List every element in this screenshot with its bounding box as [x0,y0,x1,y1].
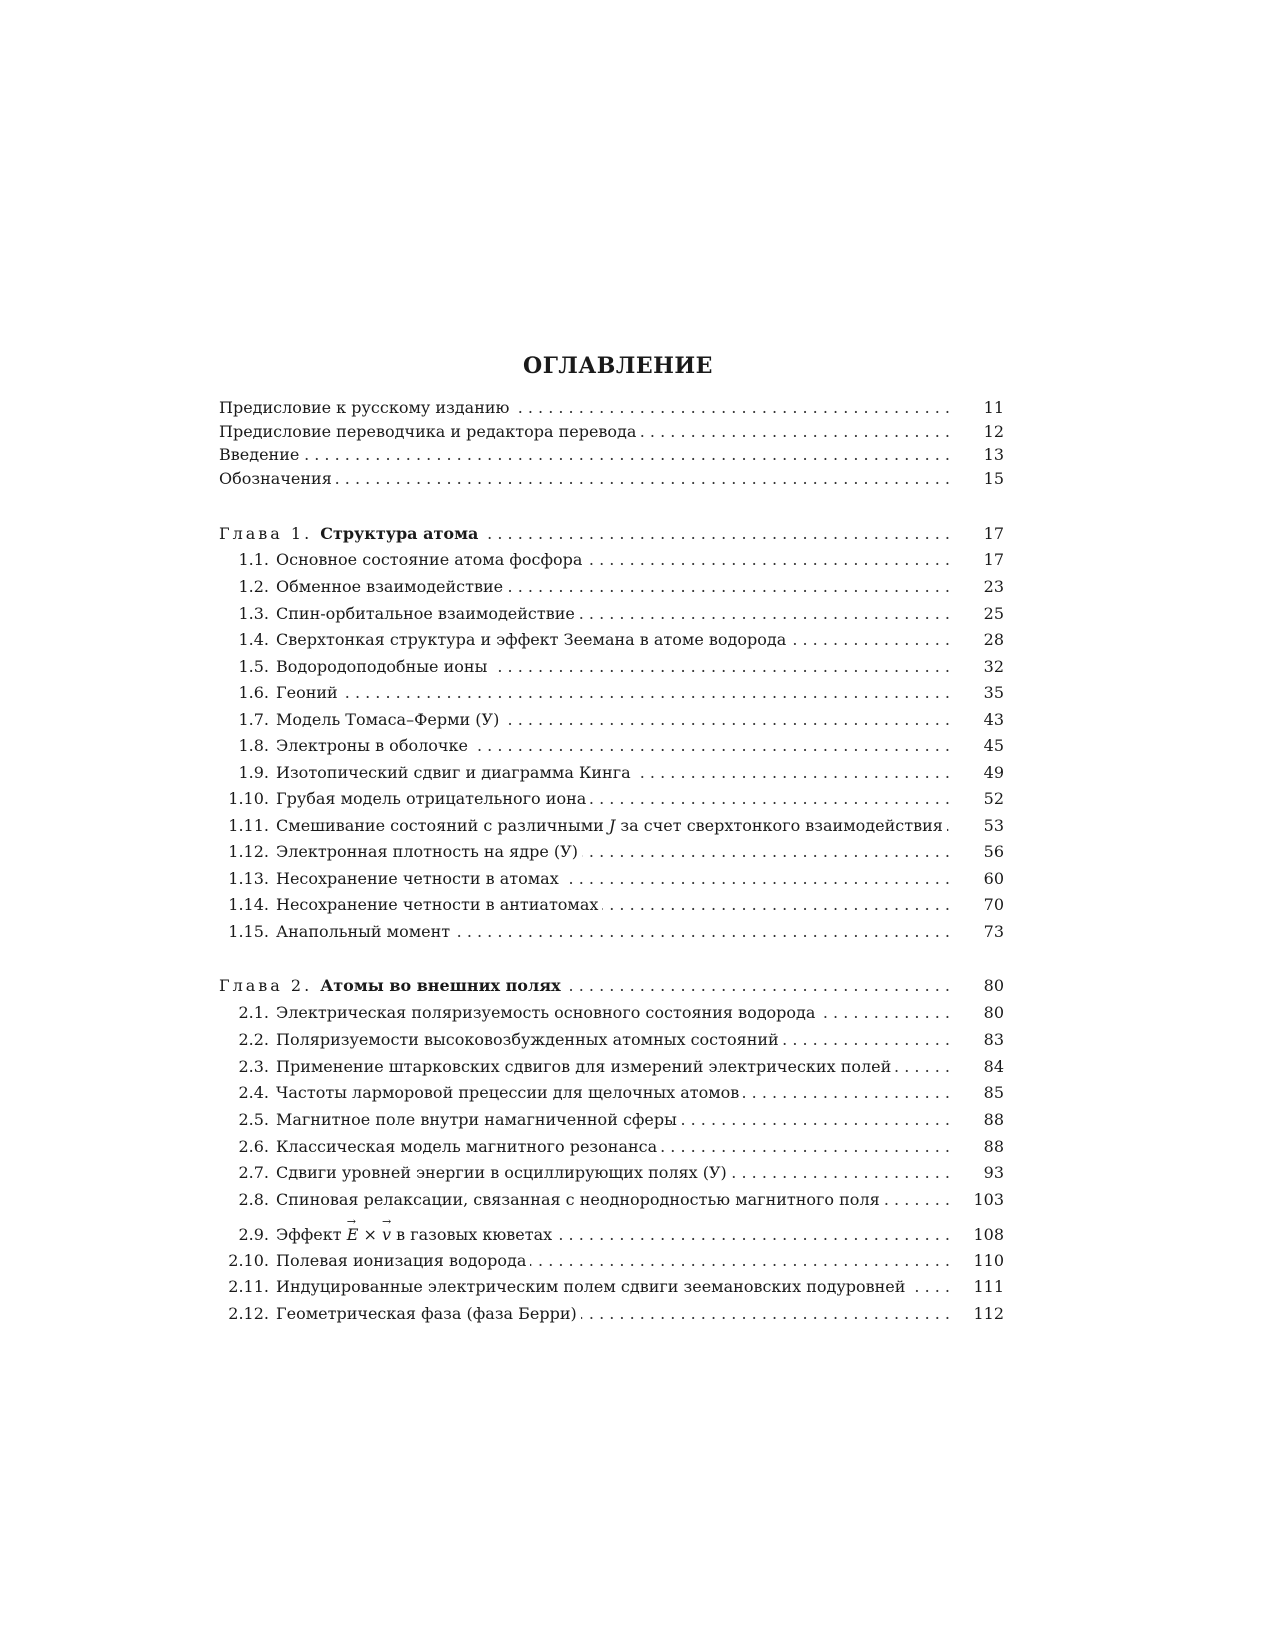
toc-entry-preface-translator[interactable] [219,420,1004,444]
toc-entry-preface-russian[interactable] [219,396,1004,420]
section-title: Спин-орбитальное взаимодействие [276,604,575,623]
section-number: 2.6. [238,1137,269,1156]
dot-leader [491,655,950,679]
toc-section-1-9[interactable] [219,761,1004,785]
dot-leader [303,443,950,467]
toc-section-2-5[interactable] [219,1108,1004,1132]
toc-page-number: 28 [983,630,1004,649]
section-title: Анапольный момент [276,922,451,941]
toc-page-number: 80 [983,976,1004,995]
toc-section-1-11[interactable] [219,814,1004,838]
section-title: Основное состояние атома фосфора [276,550,583,569]
toc-section-1-12[interactable] [219,840,1004,864]
toc-section-2-8[interactable] [219,1188,1004,1212]
dot-leader [895,1055,950,1079]
section-title: Геометрическая фаза (фаза Берри) [276,1304,577,1323]
toc-page-number: 17 [983,524,1004,543]
section-number: 2.2. [238,1030,269,1049]
section-number: 1.8. [238,736,269,755]
section-title: Водородоподобные ионы [276,657,488,676]
section-title: Электроны в оболочке [276,736,468,755]
dot-leader [507,575,950,599]
chapter-label: Глава 2. [219,976,313,995]
dot-leader [640,420,950,444]
section-number: 1.10. [228,789,269,808]
toc-page-number: 56 [983,842,1004,861]
section-title: Несохранение четности в антиатомах [276,895,599,914]
toc-page-number: 103 [973,1190,1004,1209]
section-number: 2.1. [238,1003,269,1022]
section-title: Грубая модель отрицательного иона [276,789,587,808]
toc-section-1-7[interactable] [219,708,1004,732]
toc-section-1-15[interactable] [219,920,1004,944]
section-title: Изотопический сдвиг и диаграмма Кинга [276,763,631,782]
toc-page-number: 108 [973,1225,1004,1244]
toc-section-1-10[interactable] [219,787,1004,811]
dot-leader [884,1188,950,1212]
section-number: 2.4. [238,1083,269,1102]
section-title: Классическая модель магнитного резонанса [276,1137,658,1156]
toc-section-2-1[interactable] [219,1001,1004,1025]
toc-entry-title: Предисловие к русскому изданию [219,398,510,417]
toc-page-number: 80 [983,1003,1004,1022]
toc-page-number: 70 [983,895,1004,914]
chapter-title: Атомы во внешних полях [320,976,561,995]
toc-page-number: 53 [983,816,1004,835]
toc-section-1-8[interactable] [219,734,1004,758]
dot-leader [454,920,950,944]
toc-chapter-2[interactable] [219,974,1004,998]
section-number: 2.7. [238,1163,269,1182]
section-number: 2.5. [238,1110,269,1129]
toc-entry-notation[interactable] [219,467,1004,491]
toc-section-2-6[interactable] [219,1135,1004,1159]
toc-page-number: 17 [983,550,1004,569]
section-title: Сверхтонкая структура и эффект Зеемана в атоме водорода [276,630,787,649]
section-number: 1.5. [238,657,269,676]
section-number: 1.4. [238,630,269,649]
toc-page-number: 88 [983,1137,1004,1156]
toc-section-2-2[interactable] [219,1028,1004,1052]
toc-entry-introduction[interactable] [219,443,1004,467]
dot-leader [743,1081,950,1105]
toc-section-1-3[interactable] [219,602,1004,626]
dot-leader [947,814,950,838]
section-number: 1.14. [228,895,269,914]
toc-page-number: 93 [983,1163,1004,1182]
toc-section-2-9[interactable] [219,1223,1004,1247]
section-title: Эффект E → × v → в газовых кюветах [276,1223,552,1247]
section-number: 2.11. [228,1277,269,1296]
dot-leader [819,1001,950,1025]
toc-page-number: 15 [983,469,1004,488]
section-title: Сдвиги уровней энергии в осциллирующих полях (У) [276,1163,727,1182]
toc-page-number: 32 [983,657,1004,676]
section-title: Несохранение четности в атомах [276,869,559,888]
toc-page-number: 112 [973,1304,1004,1323]
section-number: 2.3. [238,1057,269,1076]
dot-leader [681,1108,950,1132]
variable-j: J [608,816,616,835]
dot-leader [530,1249,950,1273]
section-title: Электрическая поляризуемость основного состояния водорода [276,1003,816,1022]
section-title: Смешивание состояний с различными J за счет сверхтонкого взаимодействия [276,816,943,835]
section-number: 2.12. [228,1304,269,1323]
section-number: 1.7. [238,710,269,729]
toc-section-2-10[interactable] [219,1249,1004,1273]
dot-leader [563,867,950,891]
toc-chapter-1[interactable] [219,522,1004,546]
toc-page-number: 73 [983,922,1004,941]
toc-page-number: 85 [983,1083,1004,1102]
dot-leader [342,681,950,705]
toc-page-number: 88 [983,1110,1004,1129]
toc-page-number: 84 [983,1057,1004,1076]
section-title: Поляризуемости высоковозбужденных атомных состояний [276,1030,779,1049]
toc-entry-title: Введение [219,445,300,464]
dot-leader [556,1223,950,1247]
dot-leader [482,522,950,546]
section-number: 1.12. [228,842,269,861]
chapter-label: Глава 1. [219,524,313,543]
toc-section-1-14[interactable] [219,893,1004,917]
toc-page-number: 23 [983,577,1004,596]
section-title: Применение штарковских сдвигов для измерений электрических полей [276,1057,892,1076]
toc-page-number: 60 [983,869,1004,888]
vector-e: E → [347,1223,359,1247]
section-number: 1.2. [238,577,269,596]
section-number: 2.10. [228,1251,269,1270]
toc-section-2-7[interactable] [219,1161,1004,1185]
toc-section-2-11[interactable] [219,1275,1004,1299]
toc-entry-title: Предисловие переводчика и редактора перевода [219,422,637,441]
toc-section-1-4[interactable] [219,628,1004,652]
dot-leader [582,840,950,864]
toc-page-number: 12 [983,422,1004,441]
toc-page-number: 43 [983,710,1004,729]
section-title: Индуцированные электрическим полем сдвиги зеемановских подуровней [276,1277,906,1296]
section-number: 1.15. [228,922,269,941]
toc-section-1-6[interactable] [219,681,1004,705]
toc-page-number: 35 [983,683,1004,702]
dot-leader [635,761,950,785]
dot-leader [783,1028,950,1052]
section-title: Модель Томаса–Ферми (У) [276,710,500,729]
toc-section-1-13[interactable] [219,867,1004,891]
dot-leader [579,602,950,626]
dot-leader [472,734,950,758]
vector-v: v → [382,1223,391,1247]
dot-leader [581,1302,950,1326]
toc-page-number: 49 [983,763,1004,782]
chapter-title: Структура атома [320,524,479,543]
dot-leader [503,708,950,732]
section-number: 1.1. [238,550,269,569]
toc-page-number: 111 [973,1277,1004,1296]
dot-leader [586,548,950,572]
section-title: Частоты ларморовой прецессии для щелочных атомов [276,1083,740,1102]
dot-leader [565,974,950,998]
dot-leader [513,396,950,420]
section-title: Электронная плотность на ядре (У) [276,842,578,861]
toc-section-2-3[interactable] [219,1055,1004,1079]
toc-entry-title: Обозначения [219,469,332,488]
section-number: 1.9. [238,763,269,782]
dot-leader [909,1275,950,1299]
section-title: Магнитное поле внутри намагниченной сферы [276,1110,677,1129]
section-number: 2.9. [238,1225,269,1244]
dot-leader [590,787,950,811]
section-number: 1.11. [228,816,269,835]
section-number: 1.6. [238,683,269,702]
toc-page-number: 52 [983,789,1004,808]
toc-section-1-5[interactable] [219,655,1004,679]
toc-page-number: 13 [983,445,1004,464]
section-title: Спиновая релаксации, связанная с неоднородностью магнитного поля [276,1190,880,1209]
section-number: 2.8. [238,1190,269,1209]
section-number: 1.13. [228,869,269,888]
toc-page-number: 45 [983,736,1004,755]
toc-page-number: 25 [983,604,1004,623]
dot-leader [790,628,950,652]
dot-leader [731,1161,950,1185]
toc-page-number: 83 [983,1030,1004,1049]
toc-page-number: 110 [973,1251,1004,1270]
toc-section-1-2[interactable] [219,575,1004,599]
page-title: ОГЛАВЛЕНИЕ [523,353,713,379]
toc-section-2-4[interactable] [219,1081,1004,1105]
toc-section-1-1[interactable] [219,548,1004,572]
dot-leader [336,467,950,491]
section-number: 1.3. [238,604,269,623]
section-title: Полевая ионизация водорода [276,1251,527,1270]
section-title: Геоний [276,683,338,702]
dot-leader [602,893,950,917]
toc-page-number: 11 [983,398,1004,417]
section-title: Обменное взаимодействие [276,577,504,596]
toc-section-2-12[interactable] [219,1302,1004,1326]
dot-leader [661,1135,950,1159]
